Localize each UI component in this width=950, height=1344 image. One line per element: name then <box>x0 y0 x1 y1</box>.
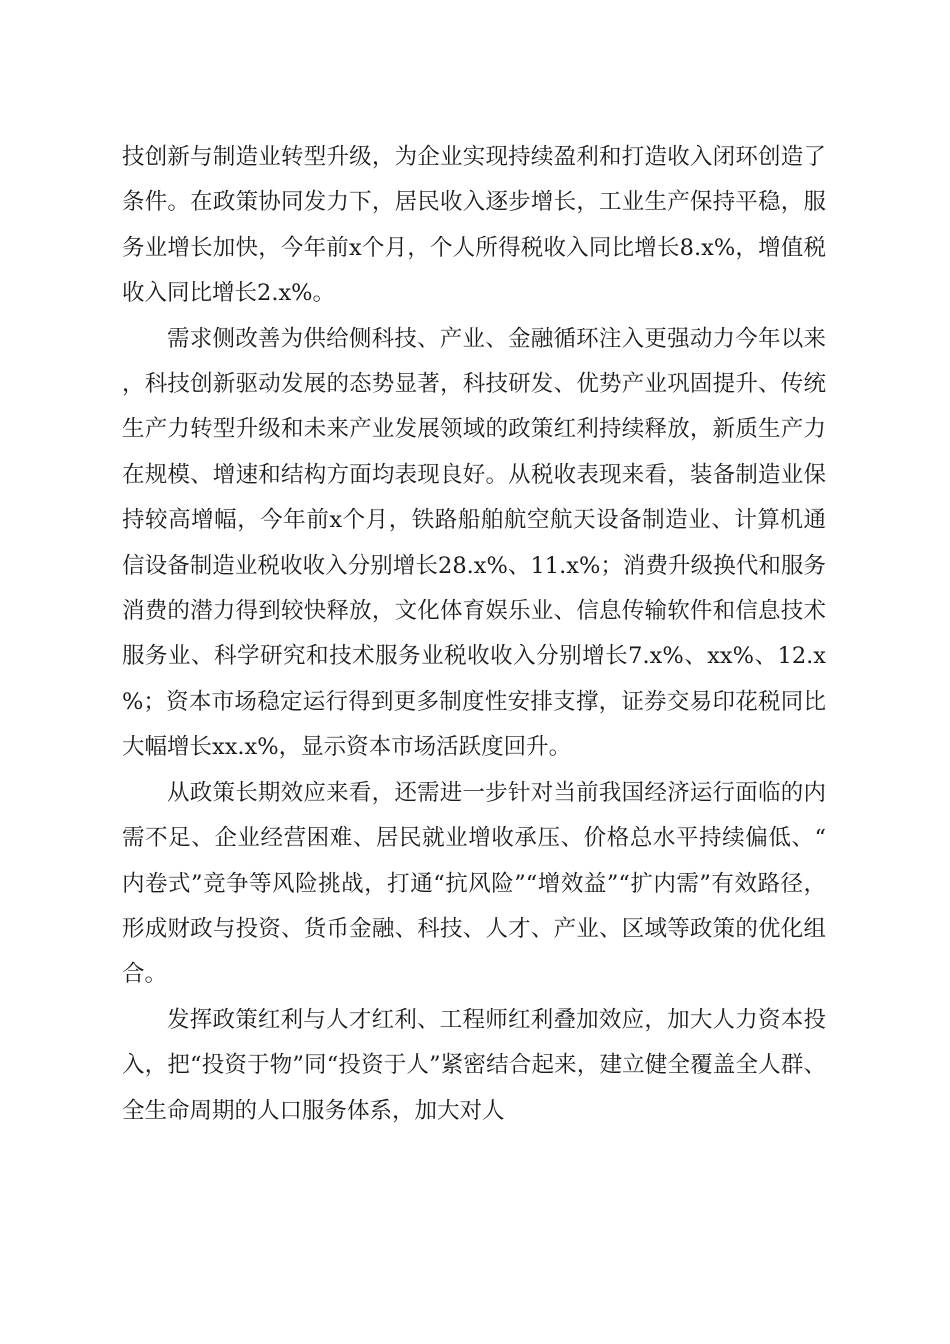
paragraph-3: 从政策长期效应来看，还需进一步针对当前我国经济运行面临的内需不足、企业经营困难、居民就业增收承压、价格总水平持续偏低、“内卷式”竞争等风险挑战，打通“抗风险”“增效益”“扩内需”有效路径，形成财政与投资、货币金融、科技、人才、产业、区域等政策的优化组合。 <box>122 779 826 988</box>
paragraph-2: 需求侧改善为供给侧科技、产业、金融循环注入更强动力今年以来，科技创新驱动发展的态势显著，科技研发、优势产业巩固提升、传统生产力转型升级和未来产业发展领域的政策红利持续释放，新质生产力在规模、增速和结构方面均表现良好。从税收表现来看，装备制造业保持较高增幅，今年前x个月，铁路船舶航空航天设备制造业、计算机通信设备制造业税收收入分别增长28.x%、11.x%；消费升级换代和服务消费的潜力得到较快释放，文化体育娱乐业、信息传输软件和信息技术服务业、科学研究和技术服务业税收收入分别增长7.x%、xx%、12.x%；资本市场稳定运行得到更多制度性安排支撑，证券交易印花税同比大幅增长xx.x%，显示资本市场活跃度回升。 <box>122 325 826 761</box>
body-text <box>122 135 826 1134</box>
paragraph-4: 发挥政策红利与人才红利、工程师红利叠加效应，加大人力资本投入，把“投资于物”同“投资于人”紧密结合起来，建立健全覆盖全人群、全生命周期的人口服务体系，加大对人 <box>122 1006 826 1124</box>
paragraph-1: 技创新与制造业转型升级，为企业实现持续盈利和打造收入闭环创造了条件。在政策协同发力下，居民收入逐步增长，工业生产保持平稳，服务业增长加快，今年前x个月，个人所得税收入同比增长8.x%，增值税收入同比增长2.x%。 <box>122 144 826 307</box>
